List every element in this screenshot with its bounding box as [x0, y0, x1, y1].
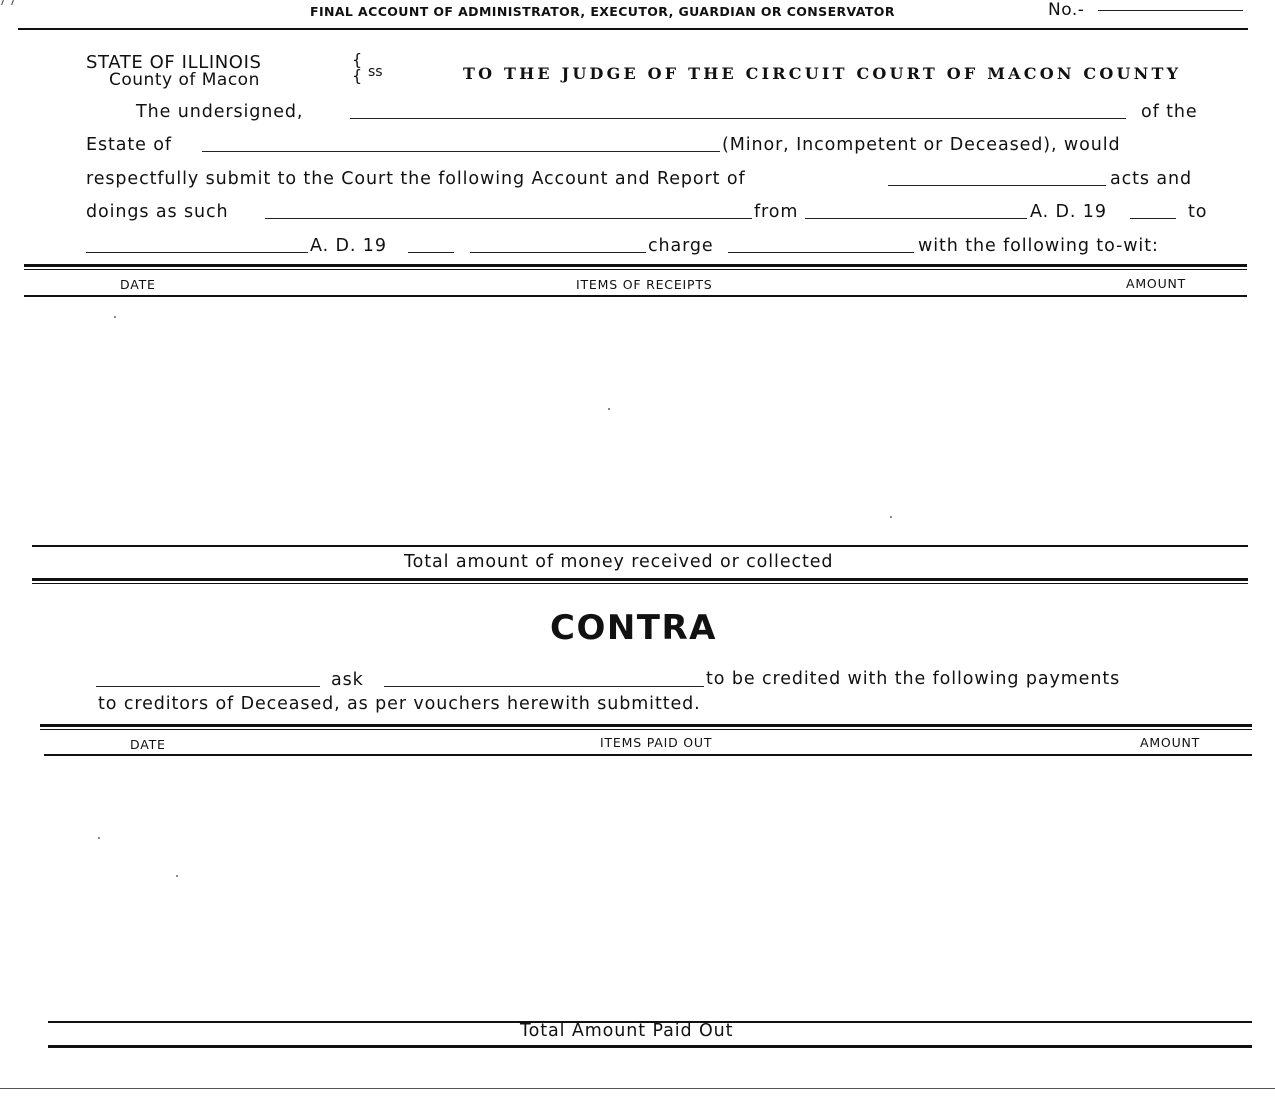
report-of-field[interactable]	[888, 185, 1106, 186]
page-bottom-rule	[0, 1088, 1275, 1089]
number-field[interactable]	[1098, 10, 1243, 11]
scan-speck	[890, 516, 892, 518]
creditors-text: to creditors of Deceased, as per vouchers herewith submitted.	[98, 694, 701, 714]
court-address: TO THE JUDGE OF THE CIRCUIT COURT OF MACON COUNTY	[463, 64, 1182, 83]
scan-speck	[176, 875, 178, 877]
scan-speck	[98, 837, 100, 839]
contra-ask-field[interactable]	[384, 686, 704, 687]
form-title: FINAL ACCOUNT OF ADMINISTRATOR, EXECUTOR, GUARDIAN OR CONSERVATOR	[310, 4, 895, 19]
state-label: STATE OF ILLINOIS	[86, 52, 262, 73]
from-label: from	[754, 202, 799, 222]
minor-note: (Minor, Incompetent or Deceased), would	[722, 135, 1121, 155]
contra-name-field[interactable]	[96, 686, 320, 687]
receipts-entry-area[interactable]	[24, 298, 1247, 542]
receipts-total-bottom-rule	[32, 578, 1248, 581]
receipts-total-label: Total amount of money received or collected	[404, 552, 834, 572]
top-rule	[18, 28, 1248, 30]
payments-header-rule	[44, 754, 1252, 756]
of-the-label: of the	[1141, 102, 1198, 122]
ad19-label-1: A. D. 19	[1030, 202, 1107, 222]
payments-top-rule	[40, 724, 1252, 727]
estate-name-field[interactable]	[202, 151, 720, 152]
undersigned-label: The undersigned,	[136, 102, 304, 122]
receipts-date-header: DATE	[120, 277, 156, 292]
number-label: No.-	[1048, 0, 1085, 20]
payments-items-header: ITEMS PAID OUT	[600, 735, 713, 750]
scan-mark	[1, 0, 10, 5]
brace: { {	[352, 50, 363, 85]
payments-total-bottom-rule	[48, 1045, 1252, 1048]
receipts-top-rule-thin	[24, 269, 1247, 270]
from-year-field[interactable]	[1130, 218, 1176, 219]
with-following-label: with the following to-wit:	[918, 236, 1159, 256]
receipts-total-bottom-rule-thin	[32, 583, 1248, 584]
payments-total-label: Total Amount Paid Out	[520, 1021, 734, 1041]
charge-field[interactable]	[728, 252, 914, 253]
receipts-amount-header: AMOUNT	[1126, 276, 1187, 291]
ad19-label-2: A. D. 19	[310, 236, 387, 256]
receipts-top-rule	[24, 264, 1247, 267]
scan-speck	[114, 316, 116, 318]
charge-label: charge	[648, 236, 714, 256]
receipts-header-rule	[24, 295, 1247, 297]
ask-label: ask	[331, 670, 364, 690]
receipts-total-rule	[32, 545, 1248, 547]
estate-of-label: Estate of	[86, 135, 172, 155]
credited-text: to be credited with the following payments	[706, 669, 1121, 689]
payments-top-rule-thin	[40, 729, 1252, 730]
scan-mark	[11, 0, 20, 5]
doings-label: doings as such	[86, 202, 229, 222]
from-date-field[interactable]	[805, 218, 1027, 219]
to-label: to	[1188, 202, 1208, 222]
contra-heading: CONTRA	[550, 608, 717, 648]
to-date-field[interactable]	[86, 252, 308, 253]
respectfully-text: respectfully submit to the Court the following Account and Report of	[86, 169, 746, 189]
acts-and-label: acts and	[1110, 169, 1193, 189]
payments-amount-header: AMOUNT	[1140, 735, 1201, 750]
receipts-items-header: ITEMS OF RECEIPTS	[576, 277, 713, 292]
ss-label: ss	[368, 64, 383, 80]
capacity-field[interactable]	[265, 218, 752, 219]
payments-entry-area[interactable]	[44, 758, 1252, 1020]
county-label: County of Macon	[109, 70, 260, 90]
scan-speck	[608, 408, 610, 410]
payments-date-header: DATE	[130, 737, 166, 752]
charge-name-field[interactable]	[470, 252, 646, 253]
undersigned-field[interactable]	[350, 118, 1126, 119]
to-year-field[interactable]	[408, 252, 454, 253]
